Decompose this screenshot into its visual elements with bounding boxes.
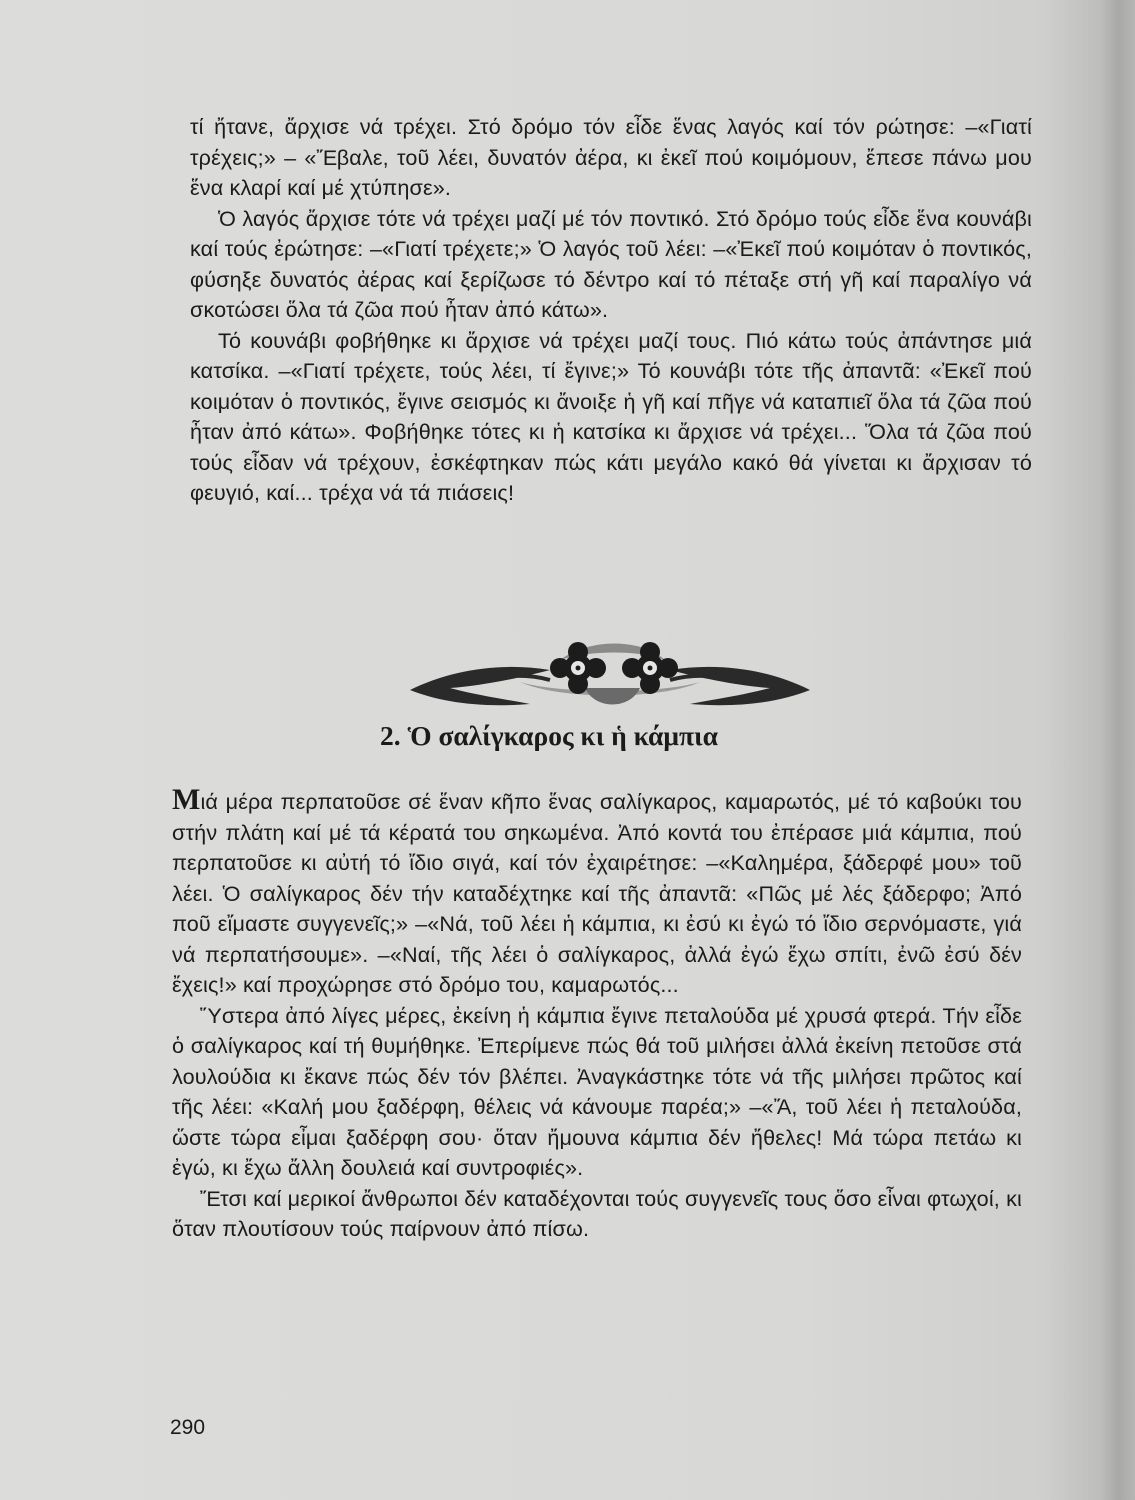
paragraph: Ἔτσι καί μερικοί ἄνθρωποι δέν καταδέχονται τούς συγγενεῖς τους ὅσο εἶναι φτωχοί, κι ὅταν πλουτίσουν τούς παίρνουν ἀπό πίσω. <box>172 1185 1022 1241</box>
paragraph-text: ιά μέρα περπατοῦσε σέ ἕναν κῆπο ἕνας σαλίγκαρος, καμαρωτός, μέ τό καβούκι του στήν πλάτη καί μέ τά κέρατά του σηκωμένα. Ἀπό κοντά του ἐπέρασε μιά κάμπια, πού περπατοῦσε κι αὐτή τό ἴδιο σιγά, καί τόν ἐχαιρέτησε: –«Καλημέρα, ξάδερφέ μου» τοῦ λέει. Ὁ σαλίγκαρος δέν τήν καταδέχτηκε καί τῆς ἀπαντᾶ: «Πῶς μέ λές ξάδερφο; Ἀπό ποῦ εἴμαστε συγγενεῖς;» –«Νά, τοῦ λέει ἡ κάμπια, κι ἐσύ κι ἐγώ τό ἴδιο σερνόμαστε, γιά νά περπατήσουμε». –«Ναί, τῆς λέει ὁ σαλίγκαρος, ἀλλά ἐγώ ἔχω σπίτι, ἐνῶ ἐσύ δέν ἔχεις!» καί προχώρησε στό δρόμο του, καμαρωτός... <box>172 789 1022 997</box>
paragraph: Ὁ λαγός ἄρχισε τότε νά τρέχει μαζί μέ τόν ποντικό. Στό δρόμο τούς εἶδε ἕνα κουνάβι καί τούς ἐρώτησε: –«Γιατί τρέχετε;» Ὁ λαγός τοῦ λέει: –«Ἐκεῖ πού κοιμόταν ὁ ποντικός, φύσηξε δυνατός ἀέρας καί ξερίζωσε τό δέντρο καί τό πέταξε στή γῆ καί παραλίγο νά σκοτώσει ὅλα τά ζῶα πού ἦταν ἀπό κάτω». <box>190 205 1032 322</box>
drop-cap: Μ <box>172 783 201 816</box>
story-one-text <box>190 112 1032 509</box>
paragraph: τί ἤτανε, ἄρχισε νά τρέχει. Στό δρόμο τόν εἶδε ἕνας λαγός καί τόν ρώτησε: –«Γιατί τρέχεις;» – «Ἔβαλε, τοῦ λέει, δυνατόν ἀέρα, κι ἐκεῖ πού κοιμόμουν, ἔπεσε πάνω μου ἕνα κλαρί καί μέ χτύπησε». <box>190 114 1032 200</box>
page-number: 290 <box>170 1416 206 1439</box>
story-two-heading: 2. Ὁ σαλίγκαρος κι ἡ κάμπια <box>380 720 718 751</box>
story-two-text <box>172 785 1022 1245</box>
paragraph: Ὕστερα ἀπό λίγες μέρες, ἐκείνη ἡ κάμπια ἔγινε πεταλούδα μέ χρυσά φτερά. Τήν εἶδε ὁ σαλίγκαρος καί τή θυμήθηκε. Ἐπερίμενε πώς θά τοῦ μιλήσει ἀλλά ἐκείνη πετοῦσε στά λουλούδια κι ἔκανε πώς δέν τόν βλέπει. Ἀναγκάστηκε τότε νά τῆς μιλήσει πρῶτος καί τῆς λέει: «Καλή μου ξαδέρφη, θέλεις νά κάνουμε παρέα;» –«Ἄ, τοῦ λέει ἡ πεταλούδα, ὥστε τώρα εἶμαι ξαδέρφη σου· ὅταν ἤμουνα κάμπια δέν ἤθελες! Μά τώρα πετάω κι ἐγώ, κι ἔχω ἄλλη δουλειά καί συντροφιές». <box>172 1002 1022 1180</box>
page-gutter-shadow <box>1101 0 1135 1500</box>
floral-ornament-icon <box>410 630 810 710</box>
paragraph: Τό κουνάβι φοβήθηκε κι ἄρχισε νά τρέχει μαζί τους. Πιό κάτω τούς ἀπάντησε μιά κατσίκα. –«Γιατί τρέχετε, τούς λέει, τί ἔγινε;» Τό κουνάβι τότε τῆς ἀπαντᾶ: «Ἐκεῖ πού κοιμόταν ὁ ποντικός, ἔγινε σεισμός κι ἄνοιξε ἡ γῆ καί πῆγε νά καταπιεῖ ὅλα τά ζῶα πού ἦταν ἀπό κάτω». Φοβήθηκε τότες κι ἡ κατσίκα κι ἄρχισε νά τρέχει... Ὅλα τά ζῶα πού τούς εἶδαν νά τρέχουν, ἐσκέφτηκαν πώς κάτι μεγάλο κακό θά γίνεται κι ἄρχισαν τό φευγιό, καί... τρέχα νά τά πιάσεις! <box>190 327 1032 505</box>
paragraph <box>172 785 1022 1001</box>
